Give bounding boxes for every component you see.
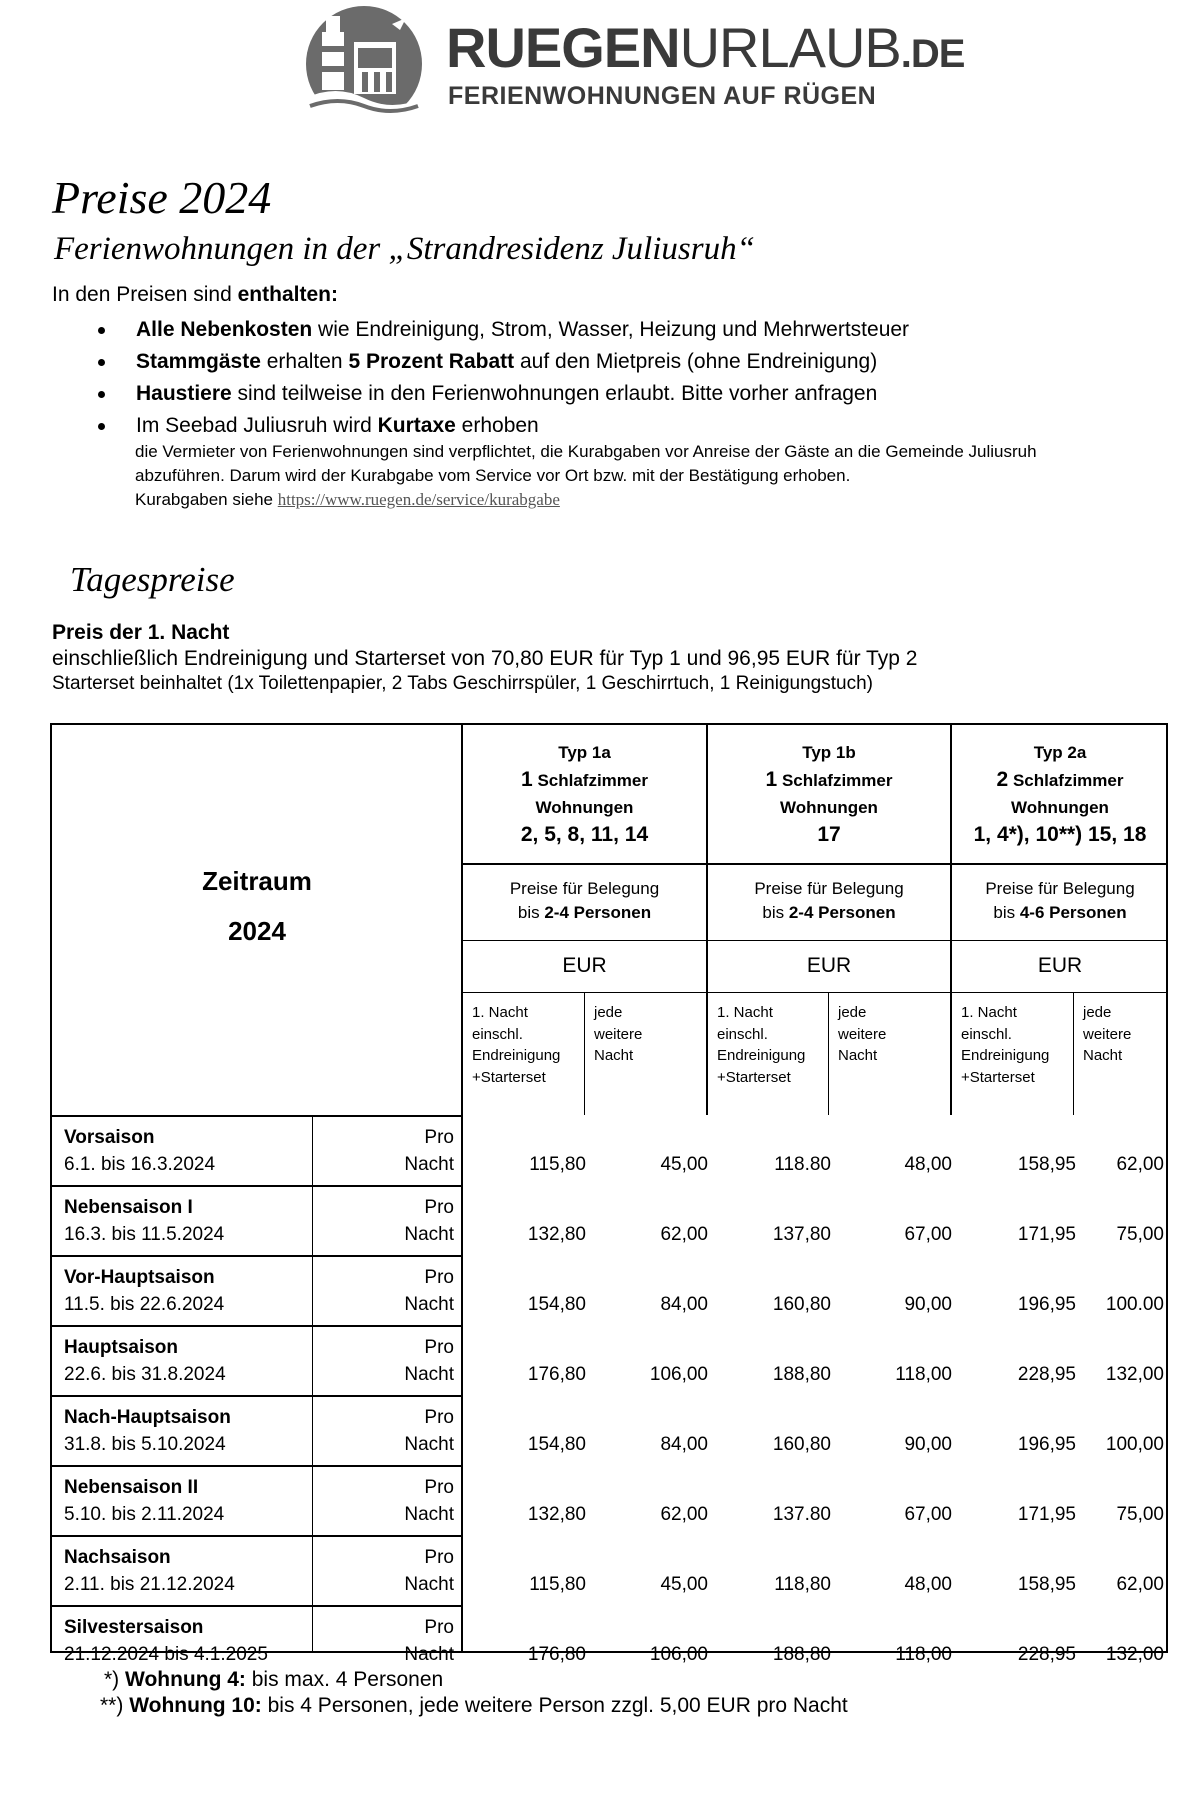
price-cell: 158,95: [1017, 1574, 1076, 1595]
page-title: Preise 2024: [52, 172, 272, 223]
price-cell: 84,00: [660, 1434, 708, 1455]
list-item: Haustiere sind teilweise in den Ferienwohnungen erlaubt. Bitte vorher anfragen: [90, 378, 909, 410]
type-header-2a: Typ 2a 2 Schlafzimmer Wohnungen 1, 4*), 10**) 15, 18: [973, 743, 1147, 846]
starterset-description: Starterset beinhaltet (1x Toilettenpapier, 2 Tabs Geschirrspüler, 1 Geschirrtuch, 1 Reinigungstuch): [52, 673, 873, 694]
kurtaxe-link[interactable]: https://www.ruegen.de/service/kurabgabe: [277, 490, 560, 509]
price-cell: 196,95: [1017, 1434, 1076, 1455]
price-cell: 137.80: [772, 1504, 831, 1525]
price-cell: 188,80: [772, 1644, 831, 1665]
list-item: Alle Nebenkosten wie Endreinigung, Strom, Wasser, Heizung und Mehrwertsteuer: [90, 314, 909, 346]
currency-2a: EUR: [1037, 954, 1083, 977]
subheader-first-night: 1. Nacht einschl. Endreinigung +Starterset: [961, 1004, 1050, 1086]
subheader-next-night: jede weitere Nacht: [1083, 1004, 1132, 1064]
kurtaxe-link-line: Kurabgaben siehe https://www.ruegen.de/service/kurabgabe: [135, 490, 560, 509]
zeitraum-label: Zeitraum: [202, 866, 312, 896]
occupancy-1a: Preise für Belegung bis 2-4 Personen: [509, 879, 660, 922]
per-night-label: Pro Nacht: [404, 1197, 454, 1245]
kurtaxe-text-line: abzuführen. Darum wird der Kurabgabe vom Service vor Ort bzw. mit der Bestätigung erhoben.: [135, 466, 851, 485]
zeitraum-year: 2024: [228, 916, 286, 946]
price-cell: 132,80: [527, 1504, 586, 1525]
price-cell: 132,00: [1105, 1644, 1164, 1665]
price-table: [50, 723, 1168, 1665]
bullet-icon: [98, 391, 105, 398]
price-cell: 45,00: [660, 1154, 708, 1175]
season-label: Nach-Hauptsaison 31.8. bis 5.10.2024: [64, 1407, 231, 1455]
price-cell: 75,00: [1116, 1224, 1164, 1245]
price-cell: 137,80: [772, 1224, 831, 1245]
season-label: Vorsaison 6.1. bis 16.3.2024: [64, 1127, 216, 1175]
currency-1a: EUR: [562, 954, 607, 977]
per-night-label: Pro Nacht: [404, 1127, 454, 1175]
per-night-label: Pro Nacht: [404, 1547, 454, 1595]
price-cell: 115,80: [529, 1154, 586, 1175]
price-cell: 115,80: [529, 1574, 586, 1595]
footnote: **) Wohnung 10: bis 4 Personen, jede weitere Person zzgl. 5,00 EUR pro Nacht: [100, 1694, 848, 1717]
per-night-label: Pro Nacht: [404, 1407, 454, 1455]
price-cell: 228,95: [1017, 1644, 1076, 1665]
logo: [292, 2, 965, 130]
season-label: Nebensaison II 5.10. bis 2.11.2024: [64, 1477, 225, 1525]
per-night-label: Pro Nacht: [404, 1337, 454, 1385]
price-cell: 90,00: [904, 1294, 952, 1315]
price-cell: 118,80: [774, 1574, 831, 1595]
price-cell: 196,95: [1017, 1294, 1076, 1315]
price-cell: 48,00: [904, 1574, 952, 1595]
footnote: *) Wohnung 4: bis max. 4 Personen: [104, 1668, 444, 1691]
first-night-description: einschließlich Endreinigung und Starterset von 70,80 EUR für Typ 1 und 96,95 EUR für Typ 2: [52, 647, 918, 670]
kurtaxe-text-line: die Vermieter von Ferienwohnungen sind verpflichtet, die Kurabgaben vor Anreise der Gäste an die Gemeinde Juliusruh: [135, 442, 1037, 461]
price-cell: 171,95: [1017, 1504, 1076, 1525]
season-label: Nebensaison I 16.3. bis 11.5.2024: [64, 1197, 225, 1245]
bullet-icon: [98, 359, 105, 366]
price-cell: 160,80: [772, 1434, 831, 1455]
price-cell: 62,00: [660, 1224, 708, 1245]
type-header-1a: Typ 1a 1 Schlafzimmer Wohnungen 2, 5, 8, 11, 14: [520, 743, 649, 846]
price-cell: 62,00: [1116, 1154, 1164, 1175]
price-cell: 75,00: [1116, 1504, 1164, 1525]
price-cell: 62,00: [660, 1504, 708, 1525]
section-heading-tagespreise: Tagespreise: [70, 560, 235, 599]
price-cell: 154,80: [527, 1434, 586, 1455]
price-cell: 84,00: [660, 1294, 708, 1315]
price-cell: 62,00: [1116, 1574, 1164, 1595]
subheader-first-night: 1. Nacht einschl. Endreinigung +Starterset: [472, 1004, 561, 1086]
price-cell: 132,80: [527, 1224, 586, 1245]
currency-1b: EUR: [806, 954, 852, 977]
price-cell: 118,00: [895, 1364, 952, 1385]
season-label: Vor-Hauptsaison 11.5. bis 22.6.2024: [64, 1267, 225, 1315]
subheader-next-night: jede weitere Nacht: [594, 1004, 643, 1064]
price-cell: 48,00: [904, 1154, 952, 1175]
price-cell: 106,00: [649, 1644, 708, 1665]
price-cell: 100.00: [1105, 1294, 1164, 1315]
bullet-icon: [98, 423, 105, 430]
season-label: Hauptsaison 22.6. bis 31.8.2024: [64, 1337, 226, 1385]
price-cell: 67,00: [904, 1504, 952, 1525]
kurtaxe-info: [135, 440, 1135, 512]
included-heading: In den Preisen sind enthalten:: [52, 283, 338, 306]
price-cell: 176,80: [527, 1364, 586, 1385]
bullet-icon: [98, 327, 105, 334]
price-cell: 45,00: [660, 1574, 708, 1595]
per-night-label: Pro Nacht: [404, 1477, 454, 1525]
price-cell: 106,00: [649, 1364, 708, 1385]
list-item: Stammgäste erhalten 5 Prozent Rabatt auf den Mietpreis (ohne Endreinigung): [90, 346, 909, 378]
price-cell: 176,80: [527, 1644, 586, 1665]
price-cell: 100,00: [1105, 1434, 1164, 1455]
lighthouse-beach-chair-icon: [292, 2, 442, 130]
occupancy-1b: Preise für Belegung bis 2-4 Personen: [754, 879, 904, 922]
price-cell: 188,80: [772, 1364, 831, 1385]
price-cell: 118,00: [895, 1644, 952, 1665]
season-label: Nachsaison 2.11. bis 21.12.2024: [64, 1547, 235, 1595]
type-header-1b: Typ 1b 1 Schlafzimmer Wohnungen 17: [765, 743, 893, 846]
price-cell: 160,80: [772, 1294, 831, 1315]
price-cell: 90,00: [904, 1434, 952, 1455]
price-cell: 154,80: [527, 1294, 586, 1315]
brand-name: RUEGENURLAUB.DE: [446, 16, 965, 79]
brand-tagline: FERIENWOHNUNGEN AUF RÜGEN: [448, 82, 877, 110]
subheader-next-night: jede weitere Nacht: [838, 1004, 887, 1064]
price-cell: 228,95: [1017, 1364, 1076, 1385]
first-night-heading: Preis der 1. Nacht: [52, 621, 230, 644]
included-list: [90, 314, 909, 442]
price-cell: 171,95: [1017, 1224, 1076, 1245]
list-item: Im Seebad Juliusruh wird Kurtaxe erhoben: [90, 410, 909, 442]
subheader-first-night: 1. Nacht einschl. Endreinigung +Starterset: [717, 1004, 806, 1086]
price-cell: 132,00: [1105, 1364, 1164, 1385]
price-cell: 158,95: [1017, 1154, 1076, 1175]
price-cell: 118.80: [774, 1154, 831, 1175]
per-night-label: Pro Nacht: [404, 1617, 454, 1665]
occupancy-2a: Preise für Belegung bis 4-6 Personen: [985, 879, 1135, 922]
season-label: Silvestersaison 21.12.2024 bis 4.1.2025: [64, 1617, 268, 1665]
per-night-label: Pro Nacht: [404, 1267, 454, 1315]
price-cell: 67,00: [904, 1224, 952, 1245]
page-subtitle: Ferienwohnungen in der „Strandresidenz Juliusruh“: [54, 231, 755, 267]
